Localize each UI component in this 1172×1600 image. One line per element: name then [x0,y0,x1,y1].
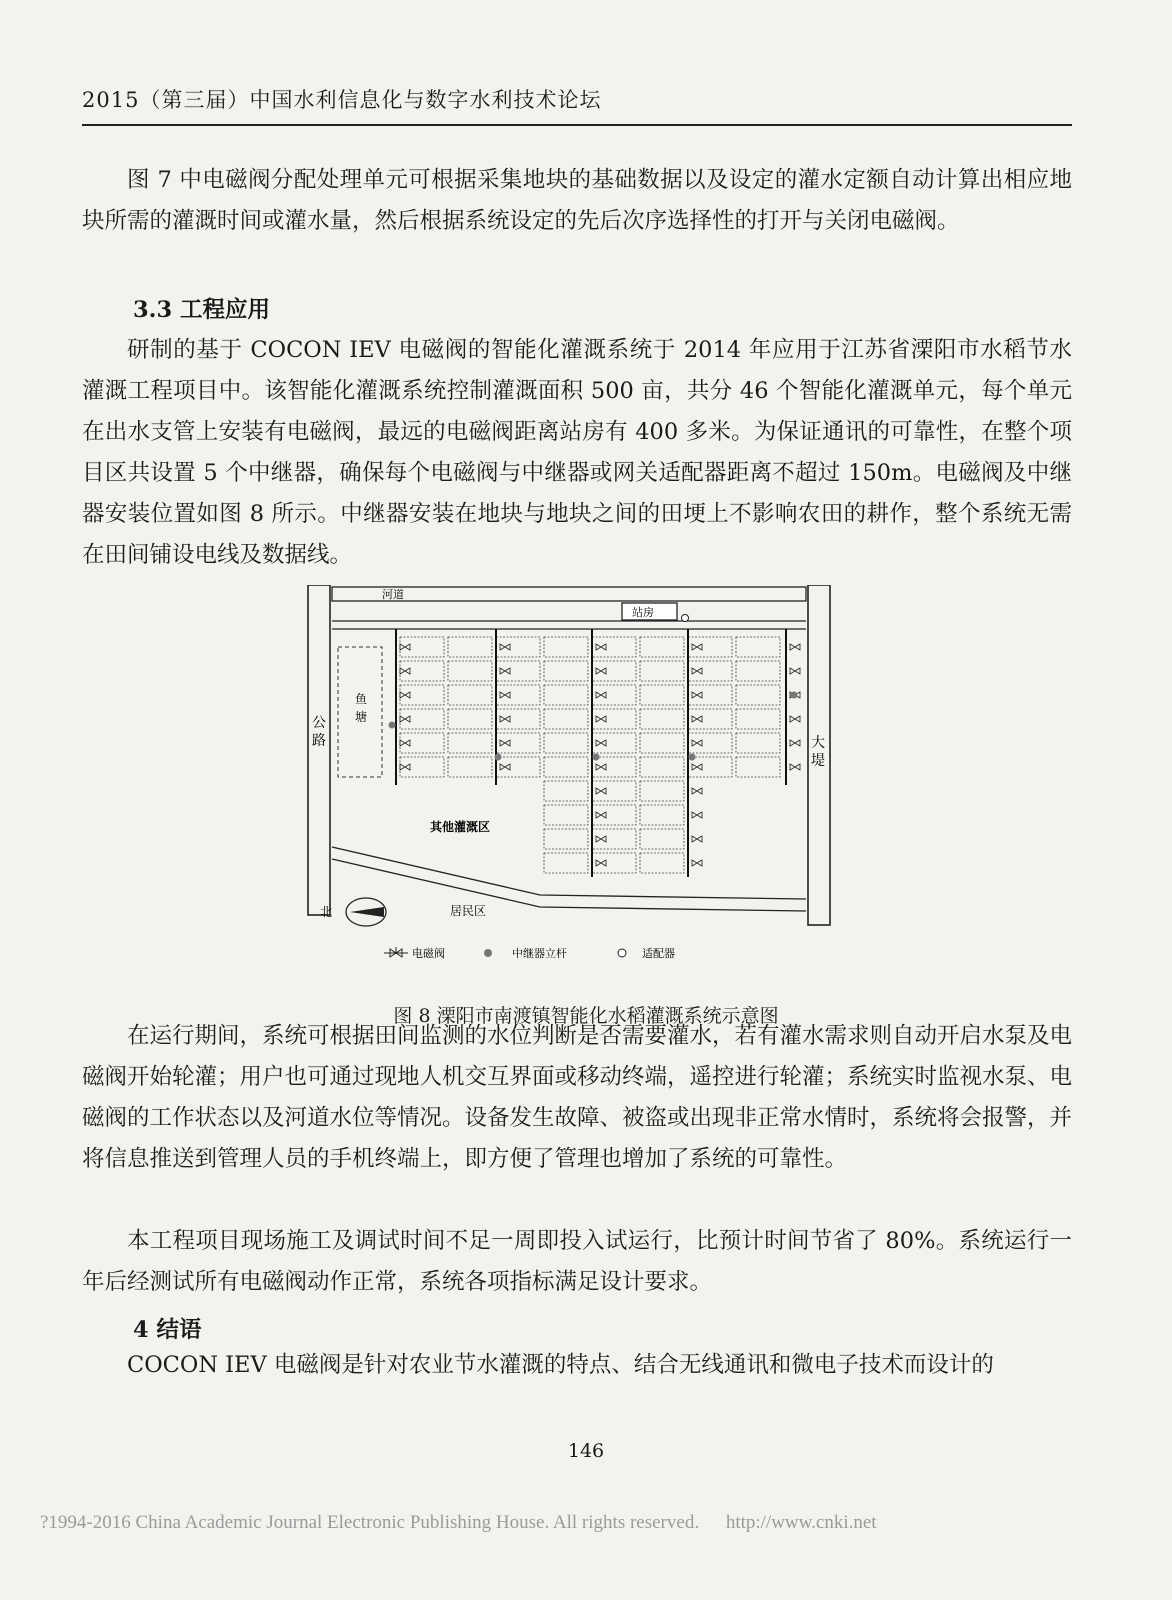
field-plot [400,757,444,777]
residential-label: 居民区 [450,904,487,918]
figure-8-diagram [300,585,860,995]
field-plot [544,685,588,705]
repeater-marker [689,754,696,761]
other-area-label: 其他灌溉区 [430,820,491,834]
station-label: 站房 [632,606,654,619]
field-plot [448,709,492,729]
road-strip [308,585,330,915]
pond-label-2: 塘 [355,710,368,724]
footer-url: http://www.cnki.net [725,1512,877,1533]
field-plot [640,661,684,681]
field-grid [389,629,801,877]
paragraph-deployment-result: 本工程项目现场施工及调试时间不足一周即投入试运行，比预计时间节省了 80%。系统运行一年后经测试所有电磁阀动作正常，系统各项指标满足设计要求。 [82,1228,1072,1295]
field-plot [400,685,444,705]
field-plot [688,685,732,705]
road-label-2: 路 [312,733,326,749]
valve-icon [400,716,410,722]
valve-icon [596,740,606,746]
field-plot [448,733,492,753]
field-plot [544,853,588,873]
cnki-footer [40,1512,899,1534]
legend-valve-label: 电磁阀 [412,947,445,960]
field-plot [544,805,588,825]
valve-icon [692,860,702,866]
legend-repeater-icon [484,949,492,957]
field-plot [448,685,492,705]
north-label: 北 [320,905,333,919]
dike-label-1: 大 [811,735,825,751]
valve-icon [596,644,606,650]
field-plot [688,637,732,657]
legend-repeater-label: 中继器立杆 [512,947,567,960]
field-plot [448,757,492,777]
figure-8-caption: 图 8 溧阳市南渡镇智能化水稻灌溉系统示意图 [393,1005,779,1027]
valve-icon [692,812,702,818]
field-plot [592,757,636,777]
legend-adapter-label: 适配器 [642,947,675,960]
paragraph-operation: 在运行期间，系统可根据田间监测的水位判断是否需要灌水，若有灌水需求则自动开启水泵及电磁阀开始轮灌；用户也可通过现地人机交互界面或移动终端，遥控进行轮灌；系统实时监视水泵、电磁阀的工作状态以及河道水位等情况。设备发生故障、被盗或出现非正常水情时，系统将会报警，并将信息推送到管理人员的手机终端上，即方便了管理也增加了系统的可靠性。 [82,1023,1073,1172]
valve-icon [692,716,702,722]
field-plot [592,853,636,873]
field-plot [688,661,732,681]
paragraph-fig7-description: 图 7 中电磁阀分配处理单元可根据采集地块的基础数据以及设定的灌水定额自动计算出相应地块所需的灌溉时间或灌水量，然后根据系统设定的先后次序选择性的打开与关闭电磁阀。 [82,167,1072,234]
page-number: 146 [567,1440,605,1462]
field-plot [640,781,684,801]
field-plot [400,637,444,657]
footer-copyright: ?1994-2016 China Academic Journal Electronic Publishing House. All rights reserved. [40,1512,700,1533]
field-plot [640,805,684,825]
valve-icon [692,788,702,794]
field-plot [592,661,636,681]
valve-icon [596,692,606,698]
valve-icon [692,644,702,650]
valve-icon [692,668,702,674]
field-plot [400,733,444,753]
valve-icon [500,668,510,674]
valve-icon [400,764,410,770]
valve-icon [500,740,510,746]
valve-icon [692,764,702,770]
field-plot [592,781,636,801]
dike-label-2: 堤 [811,753,825,769]
valve-icon [596,836,606,842]
field-plot [496,733,540,753]
field-plot [640,733,684,753]
legend [384,946,675,960]
field-plot [688,709,732,729]
field-plot [736,661,780,681]
river-label: 河道 [382,588,404,601]
valve-icon [790,716,800,722]
field-plot [592,685,636,705]
field-plot [736,733,780,753]
field-plot [736,685,780,705]
valve-icon [400,644,410,650]
field-plot [496,661,540,681]
repeater-marker [791,692,798,699]
field-plot [736,757,780,777]
valve-icon [500,716,510,722]
field-plot [496,685,540,705]
field-plot [544,637,588,657]
valve-icon [596,668,606,674]
legend-adapter-icon [618,949,626,957]
valve-icon [596,764,606,770]
village-road-lower [332,859,806,911]
repeater-marker [389,722,396,729]
valve-icon [692,692,702,698]
valve-icon [596,812,606,818]
field-plot [400,709,444,729]
repeater-marker [593,754,600,761]
field-plot [688,733,732,753]
field-plot [640,685,684,705]
field-plot [640,853,684,873]
field-plot [544,709,588,729]
field-plot [544,733,588,753]
field-plot [640,637,684,657]
repeater-marker [495,754,502,761]
paragraph-conclusion-start: COCON IEV 电磁阀是针对农业节水灌溉的特点、结合无线通讯和微电子技术而设计的 [127,1352,994,1378]
field-plot [736,637,780,657]
field-plot [592,805,636,825]
running-header: 2015（第三届）中国水利信息化与数字水利技术论坛 [82,84,1072,126]
valve-icon [500,764,510,770]
field-plot [448,637,492,657]
village-road-upper [332,847,806,899]
valve-icon [400,668,410,674]
valve-icon [500,692,510,698]
valve-icon [596,860,606,866]
field-plot [736,709,780,729]
valve-icon [596,788,606,794]
field-plot [592,733,636,753]
field-plot [640,757,684,777]
valve-icon [790,644,800,650]
field-plot [688,757,732,777]
field-plot [640,709,684,729]
valve-icon [400,692,410,698]
irrigation-layout-svg [300,585,860,995]
field-plot [592,829,636,849]
field-plot [592,637,636,657]
field-plot [544,757,588,777]
valve-icon [692,836,702,842]
field-plot [496,637,540,657]
field-plot [448,661,492,681]
field-plot [592,709,636,729]
north-arrow-pointer [350,907,384,917]
valve-icon [400,740,410,746]
field-plot [496,709,540,729]
valve-icon [692,740,702,746]
field-plot [544,781,588,801]
valve-icon [790,740,800,746]
field-plot [544,661,588,681]
section-heading-3-3: 3.3 工程应用 [133,297,270,323]
adapter-marker [682,615,689,622]
field-plot [544,829,588,849]
valve-icon [790,668,800,674]
valve-icon [500,644,510,650]
field-plot [496,757,540,777]
field-plot [640,829,684,849]
paragraph-project-application: 研制的基于 COCON IEV 电磁阀的智能化灌溉系统于 2014 年应用于江苏省溧阳市水稻节水灌溉工程项目中。该智能化灌溉系统控制灌溉面积 500 亩，共分 46 个智能化灌溉单元，每个单元在出水支管上安装有电磁阀，最远的电磁阀距离站房有 400 多米。为保证通讯的可靠性，在整个项目区共设置 5 个中继器，确保每个电磁阀与中继器或网关适配器距离不超过 150m。电磁阀及中继器安装位置如图 8 所示。中继器安装在地块与地块之间的田埂上不影响农田的耕作，整个系统无需在田间铺设电线及数据线。 [82,337,1072,568]
section-heading-4: 4 结语 [133,1317,202,1343]
valve-icon [596,716,606,722]
field-plot [400,661,444,681]
road-label-1: 公 [312,715,326,731]
legend-valve-icon [384,947,408,957]
valve-icon [790,764,800,770]
pond-label-1: 鱼 [355,692,368,706]
